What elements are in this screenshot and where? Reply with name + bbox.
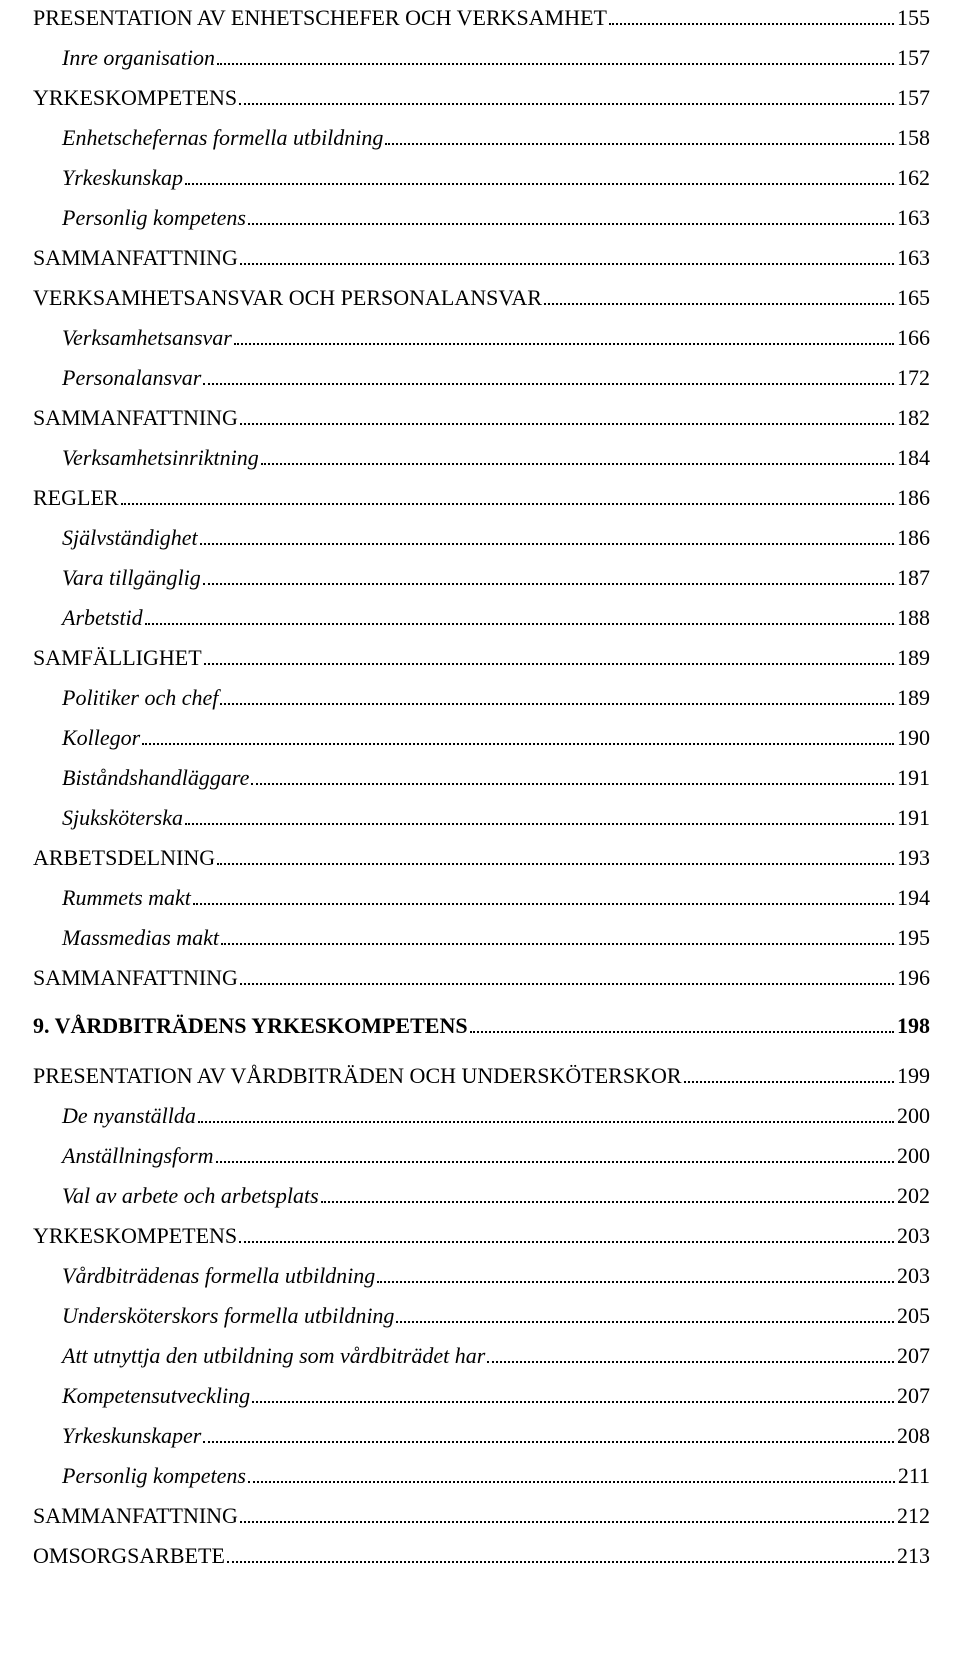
dot-leader [193, 902, 894, 905]
toc-entry[interactable] [33, 400, 930, 430]
dot-leader [221, 942, 894, 945]
toc-entry-title: Personlig kompetens [62, 1463, 246, 1488]
dot-leader [239, 1240, 894, 1243]
dot-leader [227, 1560, 894, 1563]
toc-entry[interactable] [33, 0, 930, 30]
dot-leader [203, 582, 894, 585]
toc-entry[interactable] [62, 1338, 930, 1368]
toc-entry[interactable] [62, 1298, 930, 1328]
toc-entry-title: Personalansvar [62, 365, 202, 390]
toc-entry-page-number: 207 [897, 1383, 930, 1408]
toc-entry-page-number: 213 [897, 1543, 930, 1568]
dot-leader [217, 62, 894, 65]
toc-entry-title: 9. VÅRDBITRÄDENS YRKESKOMPETENS [33, 1013, 468, 1038]
toc-chapter-heading[interactable] [33, 1008, 930, 1038]
toc-entry-page-number: 165 [897, 285, 930, 310]
toc-entry-title: Verksamhetsansvar [62, 325, 232, 350]
toc-entry[interactable] [62, 360, 930, 390]
toc-entry-title: VERKSAMHETSANSVAR OCH PERSONALANSVAR [33, 285, 542, 310]
toc-entry-page-number: 191 [897, 765, 930, 790]
dot-leader [203, 1440, 894, 1443]
dot-leader [185, 182, 894, 185]
toc-entry[interactable] [33, 840, 930, 870]
toc-entry-page-number: 184 [897, 445, 930, 470]
toc-entry[interactable] [62, 1458, 930, 1488]
toc-entry[interactable] [62, 880, 930, 910]
toc-entry-title: Politiker och chef [62, 685, 219, 710]
toc-entry[interactable] [62, 1138, 930, 1168]
toc-entry-page-number: 199 [897, 1063, 930, 1088]
toc-entry-page-number: 155 [897, 5, 930, 30]
toc-entry-title: Massmedias makt [62, 925, 220, 950]
toc-entry-title: Enhetschefernas formella utbildning [62, 125, 384, 150]
toc-entry[interactable] [33, 480, 930, 510]
dot-leader [145, 622, 894, 625]
toc-entry[interactable] [62, 120, 930, 150]
toc-entry-page-number: 157 [897, 45, 930, 70]
toc-entry[interactable] [33, 960, 930, 990]
toc-entry-page-number: 189 [897, 645, 930, 670]
toc-entry-page-number: 195 [897, 925, 930, 950]
dot-leader [239, 102, 894, 105]
toc-entry-title: Arbetstid [62, 605, 143, 630]
toc-entry-page-number: 194 [897, 885, 930, 910]
dot-leader [385, 142, 894, 145]
toc-entry[interactable] [33, 1498, 930, 1528]
toc-entry-page-number: 203 [897, 1223, 930, 1248]
toc-entry-page-number: 157 [897, 85, 930, 110]
toc-entry-page-number: 190 [897, 725, 930, 750]
toc-entry-page-number: 189 [897, 685, 930, 710]
toc-entry-page-number: 211 [897, 1463, 930, 1488]
toc-entry-title: SAMMANFATTNING [33, 405, 238, 430]
toc-entry-title: OMSORGSARBETE [33, 1543, 225, 1568]
toc-entry[interactable] [62, 320, 930, 350]
dot-leader [234, 342, 894, 345]
toc-entry[interactable] [62, 1098, 930, 1128]
dot-leader [377, 1280, 894, 1283]
toc-entry[interactable] [33, 640, 930, 670]
toc-entry-page-number: 158 [897, 125, 930, 150]
toc-entry-title: Självständighet [62, 525, 198, 550]
toc-entry[interactable] [62, 600, 930, 630]
dot-leader [684, 1080, 894, 1083]
dot-leader [216, 1160, 894, 1163]
toc-entry[interactable] [62, 560, 930, 590]
toc-entry[interactable] [62, 680, 930, 710]
toc-entry[interactable] [62, 1418, 930, 1448]
toc-entry-page-number: 186 [897, 485, 930, 510]
toc-entry-page-number: 200 [897, 1103, 930, 1128]
toc-entry-title: YRKESKOMPETENS [33, 85, 238, 110]
dot-leader [248, 1480, 895, 1483]
toc-entry[interactable] [33, 1218, 930, 1248]
dot-leader [321, 1200, 894, 1203]
toc-entry[interactable] [62, 800, 930, 830]
toc-entry-title: Kompetensutveckling [62, 1383, 251, 1408]
dot-leader [240, 262, 894, 265]
toc-entry-title: YRKESKOMPETENS [33, 1223, 238, 1248]
dot-leader [204, 662, 894, 665]
dot-leader [609, 22, 894, 25]
toc-entry[interactable] [62, 520, 930, 550]
dot-leader [248, 222, 894, 225]
toc-entry[interactable] [33, 240, 930, 270]
toc-entry-title: SAMMANFATTNING [33, 965, 238, 990]
toc-entry-page-number: 202 [897, 1183, 930, 1208]
dot-leader [261, 462, 894, 465]
toc-entry-page-number: 172 [897, 365, 930, 390]
dot-leader [217, 862, 894, 865]
toc-entry-page-number: 196 [897, 965, 930, 990]
toc-entry[interactable] [62, 160, 930, 190]
toc-entry[interactable] [33, 1538, 930, 1568]
toc-entry[interactable] [33, 80, 930, 110]
dot-leader [252, 1400, 894, 1403]
toc-entry-page-number: 205 [897, 1303, 930, 1328]
dot-leader [185, 822, 894, 825]
toc-entry-title: Anställningsform [62, 1143, 214, 1168]
toc-entry-page-number: 166 [897, 325, 930, 350]
toc-entry-title: Vara tillgänglig [62, 565, 201, 590]
toc-entry[interactable] [62, 1178, 930, 1208]
toc-entry-page-number: 207 [897, 1343, 930, 1368]
toc-entry-title: Verksamhetsinriktning [62, 445, 259, 470]
toc-entry-page-number: 212 [897, 1503, 930, 1528]
toc-entry-title: SAMFÄLLIGHET [33, 645, 202, 670]
toc-entry-title: Inre organisation [62, 45, 215, 70]
toc-entry-title: Vårdbiträdenas formella utbildning [62, 1263, 376, 1288]
toc-entry-title: Rummets makt [62, 885, 191, 910]
toc-entry-title: PRESENTATION AV ENHETSCHEFER OCH VERKSAMHET [33, 5, 607, 30]
toc-entry-page-number: 187 [897, 565, 930, 590]
toc-entry-page-number: 186 [897, 525, 930, 550]
toc-entry-page-number: 188 [897, 605, 930, 630]
toc-entry-title: ARBETSDELNING [33, 845, 216, 870]
toc-entry[interactable] [62, 200, 930, 230]
toc-entry-page-number: 193 [897, 845, 930, 870]
toc-entry-title: Yrkeskunskaper [62, 1423, 202, 1448]
toc-entry-title: Undersköterskors formella utbildning [62, 1303, 395, 1328]
toc-entry-page-number: 163 [897, 245, 930, 270]
toc-entry-page-number: 203 [897, 1263, 930, 1288]
toc-entry-title: Kollegor [62, 725, 141, 750]
dot-leader [251, 782, 894, 785]
toc-entry-title: Sjuksköterska [62, 805, 183, 830]
toc-entry-title: Personlig kompetens [62, 205, 246, 230]
dot-leader [200, 542, 894, 545]
dot-leader [142, 742, 894, 745]
dot-leader [220, 702, 894, 705]
toc-entry-page-number: 200 [897, 1143, 930, 1168]
toc-entry-title: Val av arbete och arbetsplats [62, 1183, 319, 1208]
dot-leader [240, 1520, 894, 1523]
dot-leader [544, 302, 894, 305]
toc-entry[interactable] [62, 720, 930, 750]
dot-leader [240, 422, 894, 425]
dot-leader [240, 982, 894, 985]
toc-entry[interactable] [33, 280, 930, 310]
dot-leader [487, 1360, 894, 1363]
toc-entry[interactable] [33, 1058, 930, 1088]
toc-entry-title: Yrkeskunskap [62, 165, 183, 190]
dot-leader [396, 1320, 894, 1323]
toc-entry-title: SAMMANFATTNING [33, 1503, 238, 1528]
dot-leader [203, 382, 894, 385]
toc-entry[interactable] [62, 440, 930, 470]
toc-entry-page-number: 208 [897, 1423, 930, 1448]
toc-entry[interactable] [62, 920, 930, 950]
toc-entry-title: REGLER [33, 485, 119, 510]
toc-entry-page-number: 182 [897, 405, 930, 430]
toc-entry-page-number: 191 [897, 805, 930, 830]
toc-entry-page-number: 198 [897, 1013, 930, 1038]
toc-entry[interactable] [62, 760, 930, 790]
toc-entry-page-number: 163 [897, 205, 930, 230]
toc-entry-title: SAMMANFATTNING [33, 245, 238, 270]
toc-entry[interactable] [62, 1378, 930, 1408]
toc-entry-title: Att utnyttja den utbildning som vårdbiträdet har [62, 1343, 486, 1368]
toc-entry-title: PRESENTATION AV VÅRDBITRÄDEN OCH UNDERSKÖTERSKOR [33, 1063, 682, 1088]
dot-leader [198, 1120, 894, 1123]
toc-entry-title: De nyanställda [62, 1103, 196, 1128]
dot-leader [470, 1030, 894, 1033]
toc-entry[interactable] [62, 40, 930, 70]
toc-entry-page-number: 162 [897, 165, 930, 190]
toc-entry-title: Biståndshandläggare [62, 765, 250, 790]
toc-entry[interactable] [62, 1258, 930, 1288]
dot-leader [121, 502, 894, 505]
